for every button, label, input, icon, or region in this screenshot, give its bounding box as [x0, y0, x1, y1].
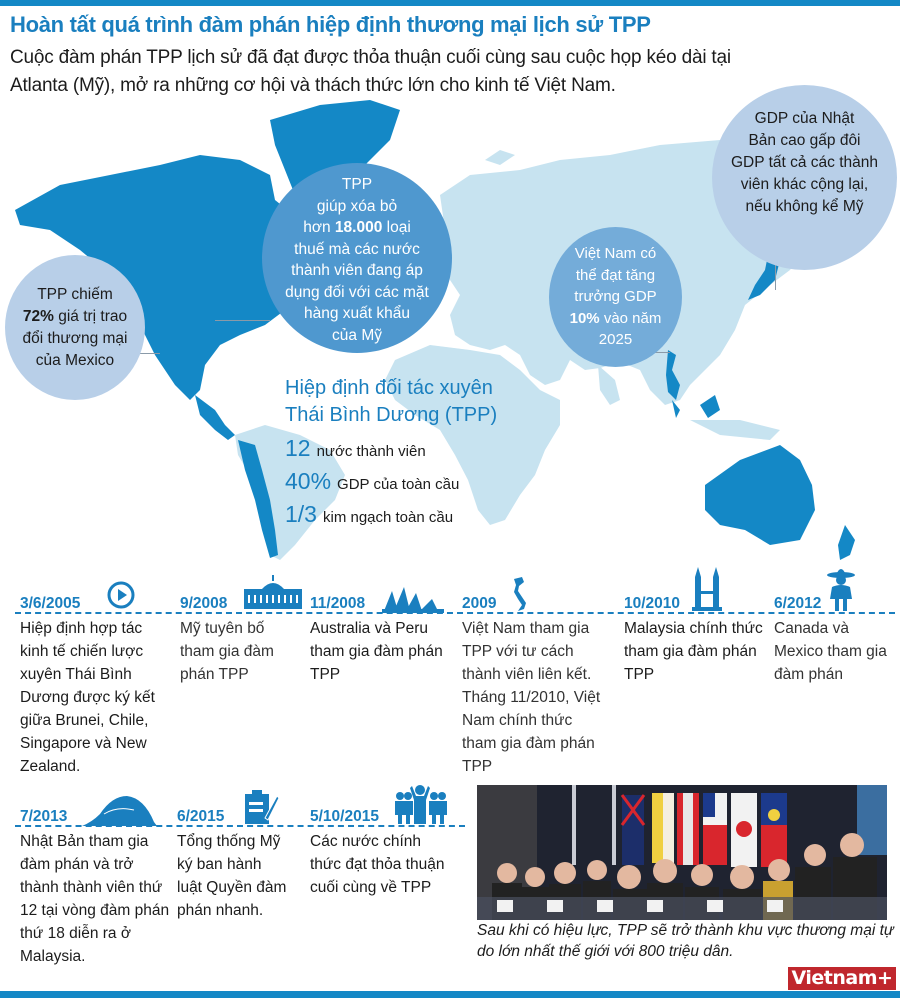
timeline-text: Nhật Bản tham gia đàm phán và trở thành thành viên thứ 12 tại vòng đàm phán thứ 18 diễn ra ở Malaysia.	[20, 833, 170, 965]
timeline-date: 5/10/2015	[310, 808, 379, 825]
timeline-text: Tổng thống Mỹ ký ban hành luật Quyền đàm phán nhanh.	[177, 833, 287, 919]
mount-fuji-icon	[82, 792, 157, 826]
timeline-text: Các nước chính thức đạt thỏa thuận cuối cùng về TPP	[310, 833, 445, 896]
photo-scene	[477, 785, 887, 920]
photo-tpp-ministers	[477, 785, 887, 920]
tpp-stat-members: 12 nước thành viên	[285, 435, 426, 461]
tpp-summary	[285, 375, 497, 528]
bubble-japan-text: GDP của Nhật Bản cao gấp đôi GDP tất cả các thành viên khác cộng lại, nếu không kể Mỹ	[730, 109, 879, 215]
bubble-vietnam-text: Việt Nam có thể đạt tăng trưởng GDP 10% vào năm 2025	[569, 245, 662, 349]
vietnamplus-logo: Vietnam+	[788, 967, 896, 990]
timeline-text: Australia và Peru tham gia đàm phán TPP	[310, 620, 443, 683]
timeline-text: Hiệp định hợp tác kinh tế chiến lược xuyên Thái Bình Dương được ký kết giữa Brunei, Chile, Singapore và New Zealand.	[20, 620, 155, 775]
sombrero-figure-icon	[826, 563, 856, 613]
bottom-accent-bar	[0, 991, 900, 998]
timeline-text: Malaysia chính thức tham gia đàm phán TPP	[624, 620, 763, 683]
tpp-stat-trade: 1/3 kim ngạch toàn cầu	[285, 501, 454, 527]
timeline-divider-row1	[15, 612, 895, 614]
leader-line-us	[215, 320, 270, 321]
tpp-summary-heading: Hiệp định đối tác xuyên Thái Bình Dương (TPP)	[285, 377, 498, 426]
bubble-vietnam-growth	[549, 227, 682, 367]
sydney-opera-house-icon	[382, 585, 444, 613]
vietnam-map-icon	[510, 577, 532, 613]
tpp-stat-gdp: 40% GDP của toàn cầu	[285, 468, 460, 494]
page-title: Hoàn tất quá trình đàm phán hiệp định thương mại lịch sử TPP	[10, 12, 651, 37]
timeline-text: Canada và Mexico tham gia đàm phán	[774, 620, 887, 683]
timeline-date: 6/2015	[177, 808, 225, 825]
leader-line-mexico	[140, 353, 160, 354]
bubble-us-tariffs	[262, 163, 452, 353]
bubble-japan-gdp	[712, 85, 897, 270]
top-accent-bar	[0, 0, 900, 6]
timeline-date: 9/2008	[180, 595, 228, 612]
timeline-date: 6/2012	[774, 595, 822, 612]
timeline-date: 2009	[462, 595, 497, 612]
bubble-us-text: TPP giúp xóa bỏ hơn 18.000 loại thuế mà các nước thành viên đang áp dụng đối với các mặt hàng xuất khẩu của Mỹ	[285, 176, 429, 344]
page-subtitle: Cuộc đàm phán TPP lịch sử đã đạt được thỏa thuận cuối cùng sau cuộc họp kéo dài tại Atlanta (Mỹ), mở ra những cơ hội và thách thức lớn cho kinh tế Việt Nam.	[10, 47, 731, 96]
bubble-mexico-trade	[5, 255, 145, 400]
timeline-date: 10/2010	[624, 595, 681, 612]
white-house-icon	[242, 575, 304, 611]
petronas-towers-icon	[692, 567, 722, 613]
clipboard-sign-icon	[243, 788, 279, 826]
bubble-mexico-text: TPP chiếm 72% giá trị trao đổi thương mại của Mexico	[22, 285, 128, 369]
photo-caption: Sau khi có hiệu lực, TPP sẽ trở thành khu vực thương mại tự do lớn nhất thế giới với 800 triệu dân.	[477, 922, 894, 960]
people-group-icon	[392, 784, 448, 826]
timeline-text: Mỹ tuyên bố tham gia đàm phán TPP	[180, 620, 274, 683]
timeline-date: 3/6/2005	[20, 595, 81, 612]
timeline-date: 11/2008	[310, 595, 366, 612]
timeline-text: Việt Nam tham gia TPP với tư cách thành viên liên kết. Tháng 11/2010, Việt Nam chính thức tham gia đàm phán TPP	[462, 620, 601, 775]
play-circle-icon	[106, 580, 136, 610]
timeline-date: 7/2013	[20, 808, 68, 825]
